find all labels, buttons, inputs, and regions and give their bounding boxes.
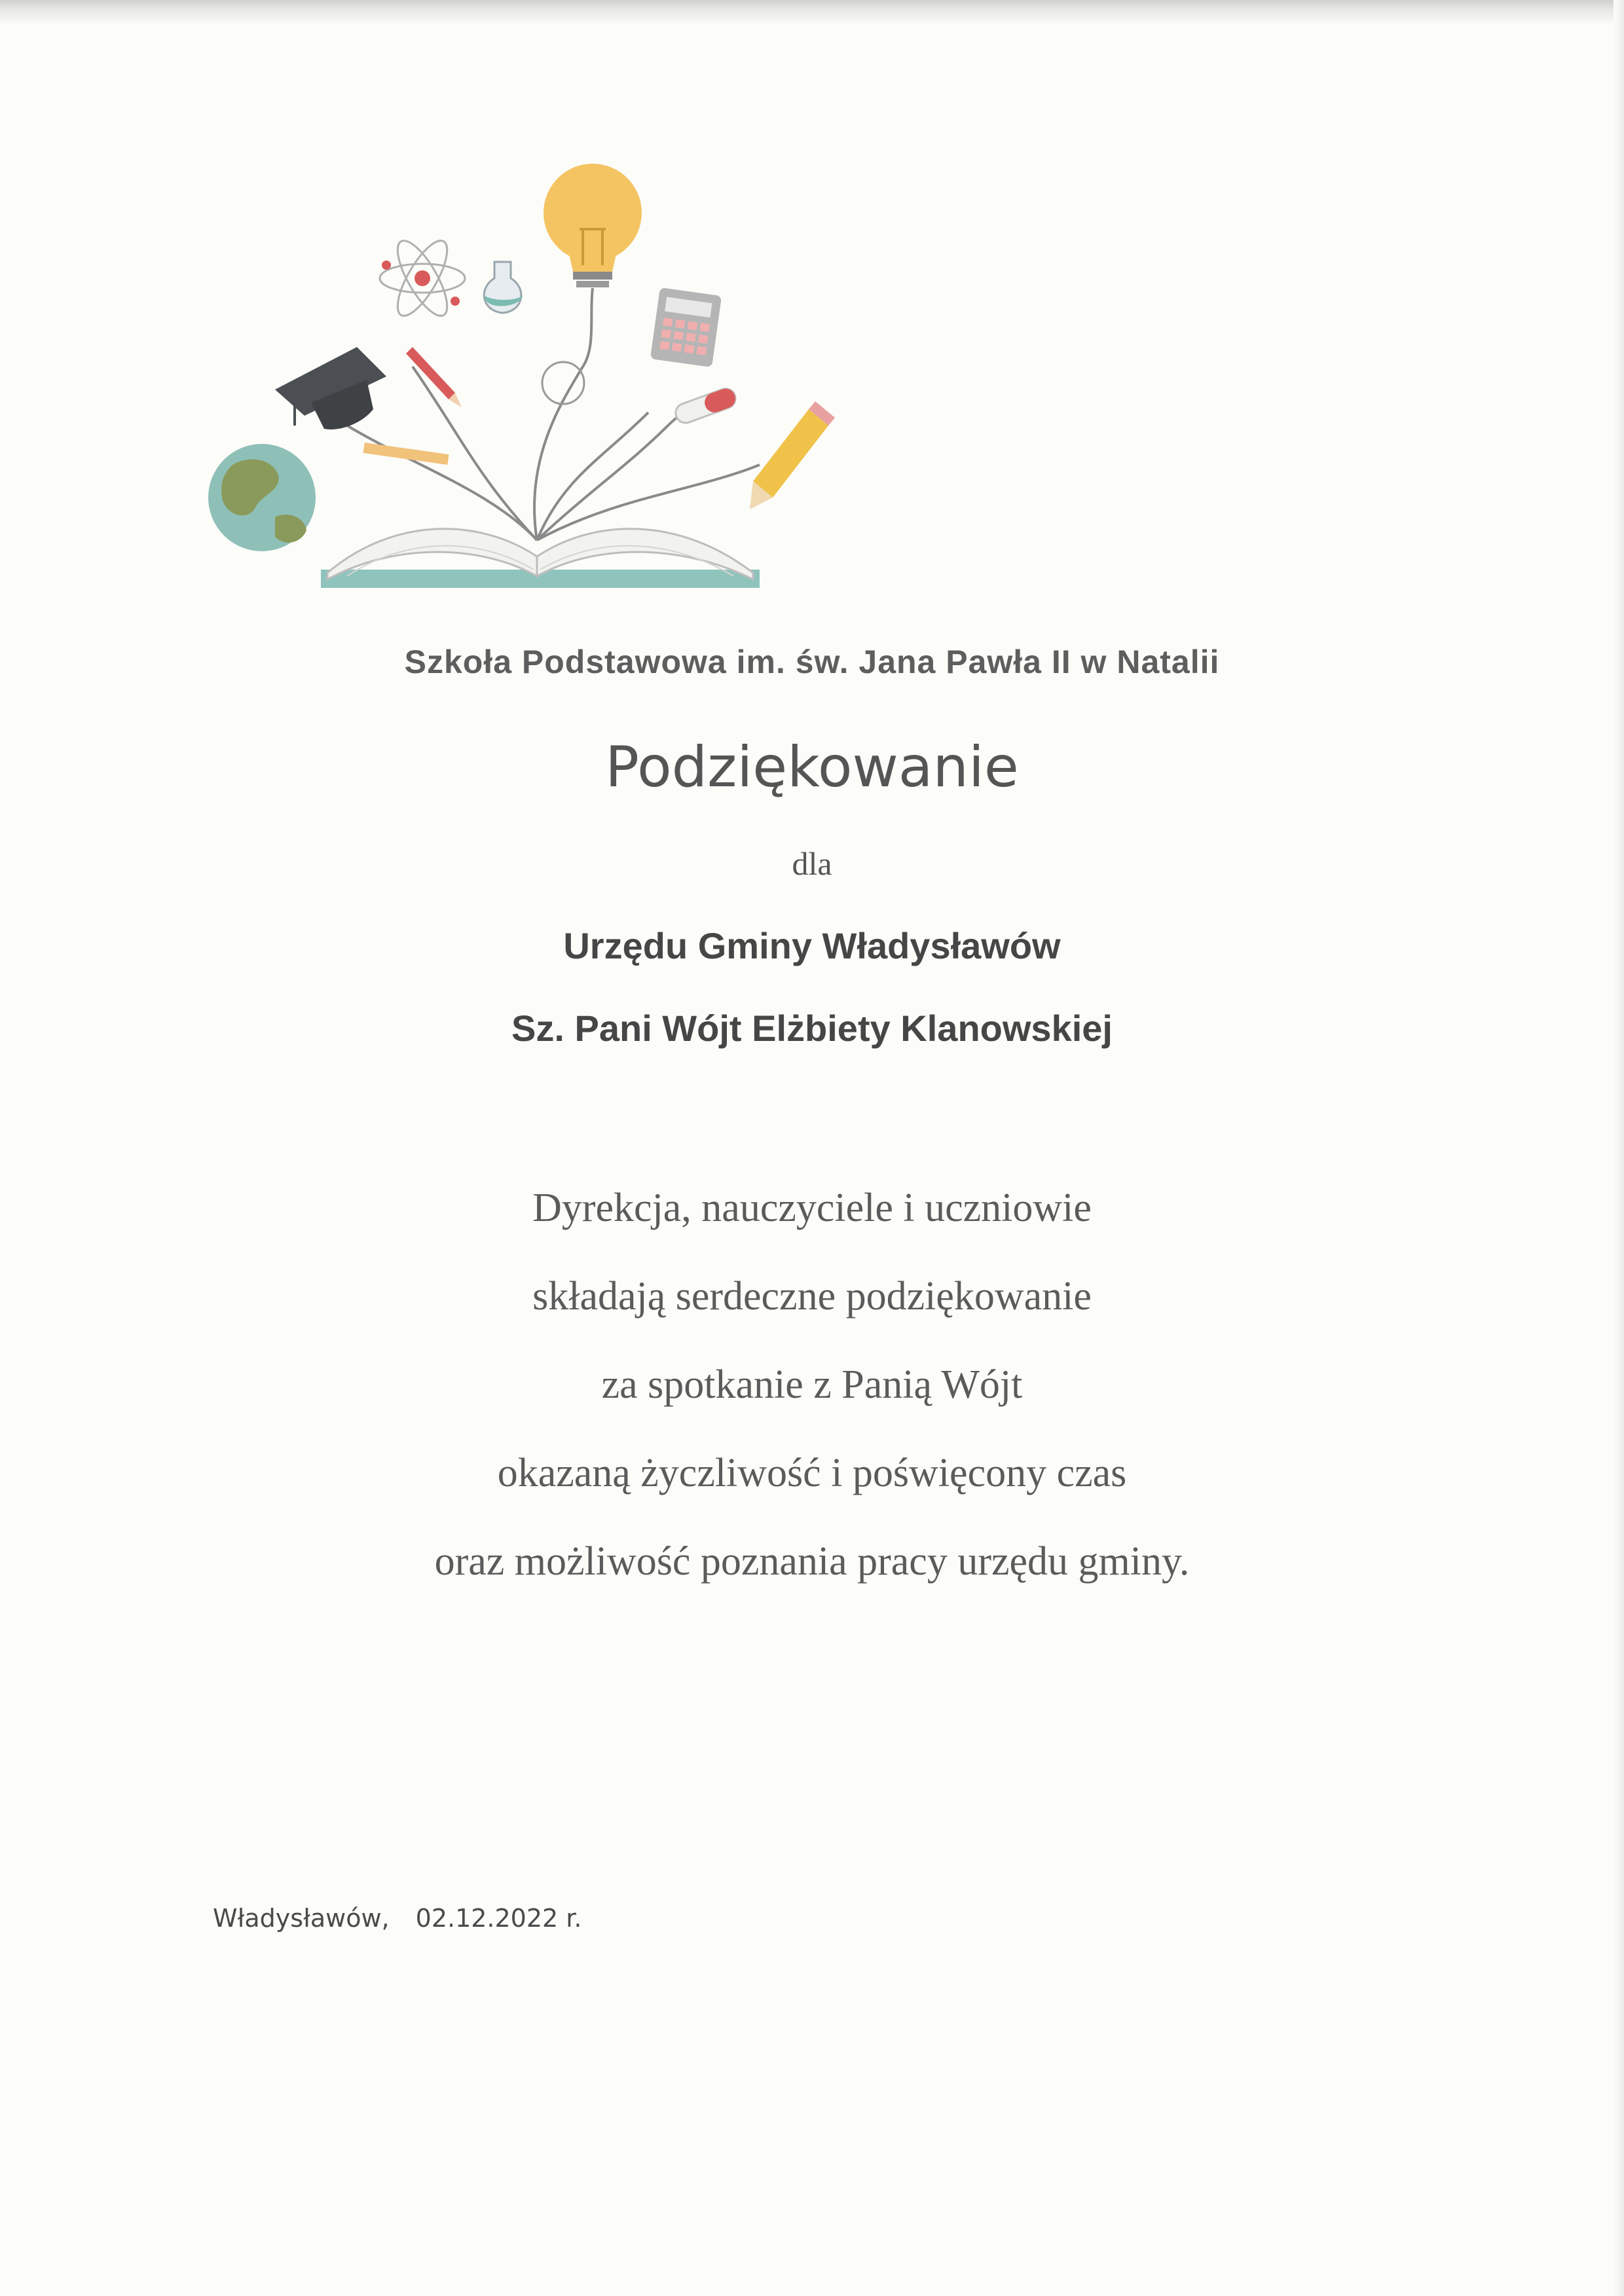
body-line: okazaną życzliwość i poświęcony czas [497,1451,1127,1495]
atom-icon [380,234,465,323]
body-line: oraz możliwość poznania pracy urzędu gminy. [434,1539,1190,1584]
recipient-person: Sz. Pani Wójt Elżbiety Klanowskiej [511,1008,1113,1049]
education-illustration [196,151,864,596]
flask-icon [484,262,523,313]
lightbulb-icon [544,164,642,287]
body-line: składają serdeczne podziękowanie [532,1274,1092,1319]
ruler-icon [363,443,449,465]
graduation-cap-icon [275,347,386,429]
calculator-icon [650,287,722,367]
place: Władysławów, [213,1904,390,1933]
school-name: Szkoła Podstawowa im. św. Jana Pawła II w Natalii [404,644,1220,680]
page-title: Podziękowanie [605,735,1019,800]
place-and-date [213,1904,582,1933]
for-word: dla [792,845,832,882]
pill-icon [673,386,739,426]
pencil-icon [750,401,835,509]
body-line: Dyrekcja, nauczyciele i uczniowie [532,1186,1092,1230]
scan-top-edge [0,0,1624,25]
date: 02.12.2022 r. [415,1904,582,1933]
body-line: za spotkanie z Panią Wójt [601,1362,1023,1407]
globe-icon [208,444,316,551]
recipient-office: Urzędu Gminy Władysławów [563,925,1061,966]
scan-right-edge [1614,0,1624,2296]
